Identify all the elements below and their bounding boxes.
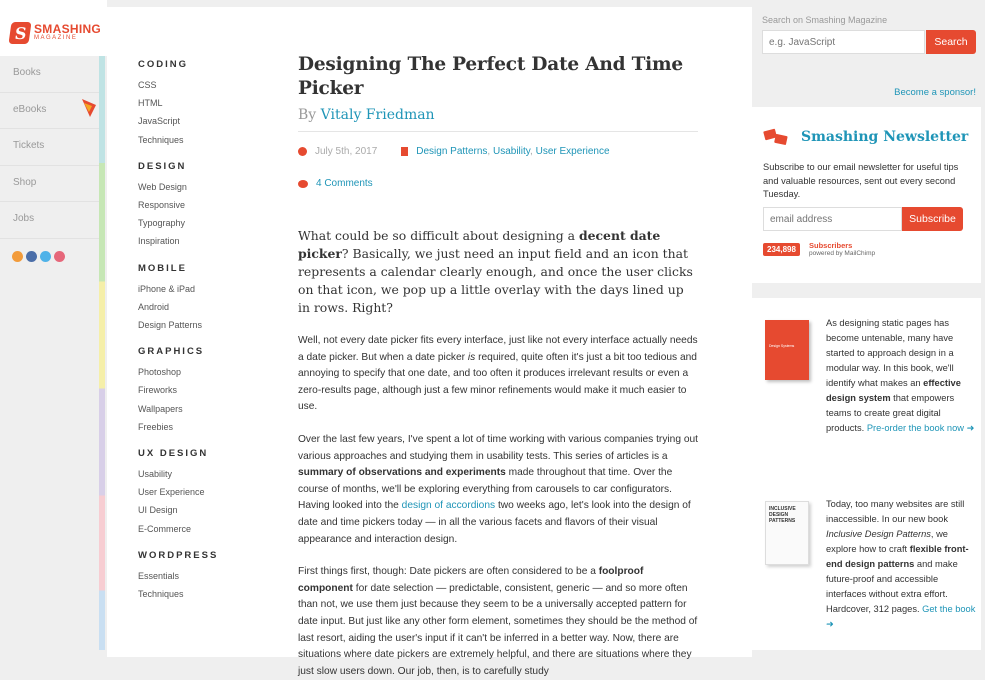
powered-by: powered by MailChimp: [809, 250, 876, 257]
article-meta: [298, 146, 698, 157]
category-group: [138, 161, 278, 251]
smashing-logo[interactable]: [0, 0, 107, 56]
category-title[interactable]: GRAPHICS: [138, 346, 205, 358]
subscriber-label: Subscribers: [809, 241, 853, 250]
comments-row: [298, 178, 698, 189]
become-sponsor-link[interactable]: Become a sponsor!: [894, 87, 976, 98]
category-link[interactable]: Photoshop: [138, 367, 182, 378]
newsletter-description: Subscribe to our email newsletter for useful tips and valuable resources, sent out every second Tuesday.: [763, 162, 959, 199]
category-title[interactable]: MOBILE: [138, 262, 187, 274]
category-link[interactable]: Techniques: [138, 134, 184, 145]
article-paragraph: Over the last few years, I've spent a lot of time working with various companies trying out various approaches and studying them in usability tests. This series of articles is a summary of observations and experiments made throughout that time. Over the course of months, we'll be exploring everything from carousels to car configurators. Having looked into the design of accordions two weeks ago, let's look into the design of date and time pickers today — in all the various facets and flavors of their visual appearance and interaction design.: [298, 433, 698, 545]
category-group: [138, 448, 278, 538]
category-link[interactable]: JavaScript: [138, 116, 181, 127]
new-flag-icon: [80, 97, 98, 119]
category-group: [138, 263, 278, 335]
category-link[interactable]: Fireworks: [138, 385, 178, 396]
left-navigation: [0, 0, 107, 650]
tag-link[interactable]: User Experience: [535, 146, 610, 157]
category-link[interactable]: CSS: [138, 80, 157, 90]
email-field[interactable]: [763, 207, 902, 231]
article-paragraph: First things first, though: Date pickers are often considered to be a foolproof component for date selection — predictable, consistent, generic — and so more often than not, we use them just because they seem to be a universally accepted pattern for date input. But just like any other form element, sometimes they should be the method of last resort, aiding the user's input if it can't be inferred in a better way. Now, there are situations where date pickers are extremely helpful, and there are situations where they just slow users down. Our job, then, is to carefully study: [298, 566, 698, 677]
article-paragraph: Well, not every date picker fits every interface, just like not every interface actually needs a date picker. But when a date picker is required, quite often it's just a bit too tedious and annoying to specify that one date, and too often it produces irrelevant results or even a zero-results page, although just a few minor refinements would make it much easier to use.: [298, 335, 698, 413]
newsletter-box: [752, 107, 981, 283]
subscribe-button[interactable]: Subscribe: [902, 207, 963, 231]
accordions-link[interactable]: design of accordions: [401, 500, 496, 512]
nav-item-jobs[interactable]: Jobs: [0, 202, 100, 239]
category-link[interactable]: Responsive: [138, 200, 186, 211]
category-link[interactable]: Design Patterns: [138, 320, 203, 331]
search-button[interactable]: Search: [926, 30, 976, 54]
article-card: [107, 7, 752, 677]
category-link[interactable]: HTML: [138, 98, 163, 109]
comment-icon: [298, 180, 308, 188]
subscriber-count: 234,898: [763, 243, 800, 256]
publish-date: July 5th, 2017: [315, 146, 378, 157]
logo-mark-icon: S: [8, 22, 31, 44]
preorder-link[interactable]: Pre-order the book now ➜: [866, 423, 975, 433]
book-promo-text: Today, too many websites are still inaccessible. In our new book Inclusive Design Patterns, we explore how to craft flexible front-end design patterns and make future-proof and accessible interfaces without extra effort. Hardcover, 312 pages. Get the book ➜: [826, 499, 976, 629]
category-group: [138, 550, 278, 603]
logo-wordmark: SMASHING: [34, 22, 102, 36]
design-systems-book-cover[interactable]: Design Systems: [765, 320, 809, 380]
logo-subtitle: MAGAZINE: [34, 35, 78, 41]
right-sidebar: [752, 0, 985, 650]
category-link[interactable]: User Experience: [138, 487, 205, 498]
comments-link[interactable]: 4 Comments: [316, 178, 373, 189]
book-promo-text: As designing static pages has become untenable, many have started to approach design in a modular way. In this book, we'll identify what makes an effective design system that empowers teams to create great digital products. Pre-order the book now ➜: [826, 318, 975, 433]
article-lead: What could be so difficult about designing a decent date picker? Basically, we just need an input field and an icon that represents a calendar clearly enough, and once the user clicks on that icon, we pop up a little overlay with the days lined up in rows. Right?: [298, 228, 693, 315]
category-link[interactable]: Techniques: [138, 589, 184, 600]
clock-icon: [298, 147, 307, 156]
nav-item-shop[interactable]: Shop: [0, 166, 100, 203]
search-input[interactable]: [762, 30, 925, 54]
envelopes-icon: [764, 128, 788, 146]
inclusive-design-book-cover[interactable]: INCLUSIVE DESIGN PATTERNS: [765, 501, 809, 565]
tag-list: Design Patterns, Usability, User Experience: [416, 146, 610, 157]
facebook-icon[interactable]: [26, 251, 37, 262]
twitter-icon[interactable]: [40, 251, 51, 262]
category-group: [138, 346, 278, 436]
nav-item-ebooks[interactable]: eBooks: [0, 93, 100, 130]
nav-item-tickets[interactable]: Tickets: [0, 129, 100, 166]
category-link[interactable]: iPhone & iPad: [138, 283, 196, 294]
article-title: Designing The Perfect Date And Time Picker: [298, 54, 683, 99]
category-link[interactable]: UI Design: [138, 505, 178, 516]
category-title[interactable]: DESIGN: [138, 160, 187, 172]
category-link[interactable]: Wallpapers: [138, 403, 183, 414]
category-title[interactable]: WORDPRESS: [138, 549, 219, 561]
author-link[interactable]: Vitaly Friedman: [320, 107, 435, 123]
get-book-link[interactable]: Get the book ➜: [826, 604, 976, 629]
category-link[interactable]: Web Design: [138, 181, 187, 192]
category-title[interactable]: UX DESIGN: [138, 448, 209, 460]
category-link[interactable]: Typography: [138, 218, 186, 229]
search-label: Search on Smashing Magazine: [762, 15, 888, 25]
email-icon[interactable]: [54, 251, 65, 262]
category-color-bar: [99, 56, 105, 650]
nav-item-books[interactable]: Books: [0, 56, 100, 93]
book-promos: [752, 298, 981, 650]
tag-link[interactable]: Design Patterns: [416, 146, 488, 157]
byline: By Vitaly Friedman: [298, 107, 698, 132]
category-link[interactable]: E-Commerce: [138, 523, 192, 534]
category-link[interactable]: Usability: [138, 469, 173, 480]
article: [298, 53, 698, 680]
category-list: [138, 59, 278, 615]
social-links: [12, 251, 65, 262]
rss-icon[interactable]: [12, 251, 23, 262]
category-group: [138, 59, 278, 149]
tag-link[interactable]: Usability: [492, 146, 531, 157]
category-link[interactable]: Freebies: [138, 421, 174, 432]
category-link[interactable]: Android: [138, 301, 170, 312]
category-link[interactable]: Essentials: [138, 570, 180, 581]
newsletter-title: Smashing Newsletter: [801, 129, 969, 145]
category-title[interactable]: CODING: [138, 59, 188, 70]
category-link[interactable]: Inspiration: [138, 236, 180, 247]
tag-icon: [401, 147, 408, 156]
